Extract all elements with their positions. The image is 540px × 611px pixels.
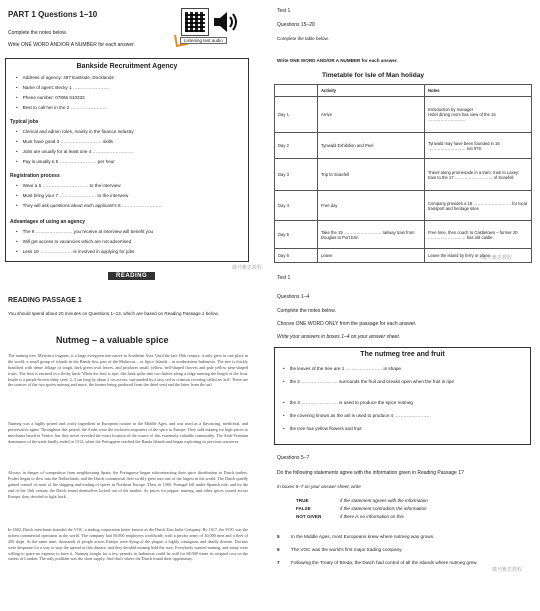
reading-tag: READING (108, 272, 155, 280)
tfng-value: if the statement contradicts the information (340, 506, 427, 511)
questions-range: Questions 15–20 (277, 22, 315, 28)
note-row: • the 2 …………………… surrounds the fruit and breaks open when the fruit is ripe (283, 379, 523, 384)
nutmeg-notes-box (274, 347, 531, 445)
activity-cell: Take the 19 ……………………… railway train from Douglas to Port Erin (318, 221, 425, 249)
agency-title: Bankside Recruitment Agency (76, 63, 178, 70)
timetable-title: Timetable for Isle of Man holiday (322, 72, 425, 79)
tfng-key: FALSE (296, 506, 311, 511)
reading-instruction: You should spend about 20 minutes on Questions 1–13, which are based on Reading Passage 1 below. (8, 311, 219, 316)
statement (277, 534, 527, 539)
day-cell: Day 3 (275, 159, 318, 191)
note-row: • the tree has yellow flowers and fruit (283, 426, 362, 431)
day-cell: Day 5 (275, 221, 318, 249)
tfng-row (296, 506, 427, 511)
statement-number: 5 (277, 534, 280, 539)
tfng-value: if the statement agrees with the information (340, 498, 428, 503)
agency-row: • Phone number: 07866 510333 (16, 95, 85, 100)
tfng-key: TRUE (296, 498, 309, 503)
test-label: Test 1 (277, 8, 291, 14)
instruction: Write ONE WORD AND/OR A NUMBER for each answer. (8, 42, 135, 48)
box-title: The nutmeg tree and fruit (360, 351, 445, 358)
activity-cell: Arrive (318, 97, 425, 133)
agency-row: • Best to call her in the 2 …………………… (16, 105, 107, 110)
activity-cell: Leave (318, 249, 425, 263)
part-title: PART 1 Questions 1–10 (8, 10, 98, 19)
questions-range: Questions 1–4 (277, 294, 310, 300)
day-cell: Day 4 (275, 191, 318, 221)
notes-cell: Introduction by manager Hotel dining room has view of the 15 ……………………… (425, 97, 532, 133)
registration-row: • Wear a 6 ………………………… to the interview (16, 183, 121, 188)
activity-cell: Tynwald Exhibition and Peel (318, 133, 425, 159)
watermark: 微号雅思教程 (492, 567, 523, 573)
note-row: • the leaves of the tree are 1 …………………… in shape (283, 366, 401, 371)
table-row (275, 221, 532, 249)
article-title: Nutmeg – a valuable spice (56, 335, 169, 345)
article-paragraph: Always in danger of competition from neighbouring Spain, the Portuguese began subcontracting their spice distribution to Dutch traders. Profits began to flow into the Netherlands, and the Dutch commercial fleet swiftly grew into one of the largest in the world. The Dutch quietly gained control of most of the shipping and trading of spices in Northern Europe. Then, in 1580, Portugal fell under Spanish rule, and by the end of the 16th century the Dutch found themselves locked out of the market. As prices for pepper, nutmeg, and other spices soared across Europe, they decided to fight back. (8, 470, 248, 499)
tfng-row (296, 514, 404, 519)
timetable (274, 84, 532, 263)
section-heading: Registration process (10, 173, 60, 179)
column-header (275, 85, 318, 97)
statement (277, 547, 527, 552)
questions-instruction: In boxes 5–7 on your answer sheet, write (277, 484, 361, 489)
advantage-row: • The 9 …………………… you receive at interview will benefit you (16, 229, 153, 234)
statement-number: 7 (277, 560, 280, 565)
choose-instruction: Choose ONE WORD ONLY from the passage for each answer. (277, 321, 417, 327)
notes-cell: Travel along promenade in a tram; train to Laxey; train to the 17 ……………………… of Snaefell (425, 159, 532, 191)
day-cell: Day 1 (275, 97, 318, 133)
speaker-icon[interactable] (212, 10, 242, 34)
article-paragraph: The nutmeg tree, Myristica fragrans, is a large evergreen tree native to Southeast Asia. Until the late 18th century, it only grew in one place in the world: a small group of islands in the Banda Sea, part of the Moluccas – or Spice Islands – in northeastern Indonesia. The tree is thickly branched with dense foliage of tough, dark green oval leaves, and produces small, yellow, bell-shaped flowers and pale yellow pear-shaped fruits. The fruit is encased in a fleshy husk. When the fruit is ripe, this husk splits into two halves along a ridge running the length of the fruit. Inside is a purple-brown shiny seed, 2–3 cm long by about 2 cm across, surrounded by a lacy red or crimson covering called an 'aril'. These are the sources of the two spices nutmeg and mace, the former being produced from the dried seed and the latter from the aril. (8, 353, 248, 388)
activity-cell: Free day (318, 191, 425, 221)
watermark: 微号雅思教程 (232, 265, 263, 271)
registration-row: • They will ask questions about each applicant's 8 ……………………… (16, 203, 163, 208)
write-instruction: Write your answers in boxes 1–4 on your answer sheet. (277, 334, 401, 340)
notes-cell: Tynwald may have been founded in 16 ……………………… not 979. (425, 133, 532, 159)
jobs-row: • Pay is usually £ 5 …………………… per hour (16, 159, 115, 164)
jobs-row: • Must have good 3 ……………………… skills (16, 139, 113, 144)
notes-cell: Free time, then coach to Castletown – former 20 ……………………… has old castle. (425, 221, 532, 249)
table-row (275, 191, 532, 221)
column-header: Activity (318, 85, 425, 97)
article-paragraph: In 1602, Dutch merchants founded the VOC, a trading corporation better known as the Dutch East India Company. By 1617, the VOC was the richest commercial operation in the world. The company had 50,000 employees worldwide, with a private army of 30,000 men and a fleet of 200 ships. At the same time, thousands of people across Europe were dying of the plague, a highly contagious and deadly disease. Doctors were desperate for a way to stop the spread of this disease, and they decided nutmeg held the cure. Everybody wanted nutmeg, and many were willing to spare no expense to have it. Nutmeg bought for a few pennies in Indonesia could be sold for 68,000 times its original cost on the streets of London. The only problem was the short supply. And that's where the Dutch found their opportunity. (8, 527, 248, 562)
tfng-key: NOT GIVEN (296, 514, 322, 519)
notes-cell: Leave the island by ferry or plane (425, 249, 532, 263)
table-row (275, 159, 532, 191)
note-row: • the 3 …………………… is used to produce the spice nutmeg (283, 400, 413, 405)
notes-cell: Company provides a 18 ……………………… for local transport and heritage sites (425, 191, 532, 221)
registration-row: • Must bring your 7 …………………… to the interview (16, 193, 128, 198)
statement-text: In the Middle Ages, most Europeans knew where nutmeg was grown. (291, 534, 435, 539)
jobs-row: • Clerical and admin roles, mainly in the finance industry (16, 129, 134, 134)
instruction: Write ONE WORD AND/OR A NUMBER for each answer. (277, 58, 398, 63)
day-cell: Day 2 (275, 133, 318, 159)
agency-row: • Address of agency: 497 Eastside, Docklands (16, 75, 114, 80)
section-heading: Typical jobs (10, 119, 39, 125)
listening-audio-label[interactable]: Listening test audio (180, 37, 227, 44)
qr-code-icon[interactable] (181, 8, 209, 36)
table-row (275, 133, 532, 159)
table-row (275, 97, 532, 133)
statement-text: Following the Treaty of Breda, the Dutch had control of all the islands where nutmeg grew. (291, 560, 478, 565)
watermark: 微号雅思教程 (482, 255, 513, 261)
tfng-value: if there is no information on this (340, 514, 404, 519)
complete-table: Complete the table below. (277, 36, 329, 41)
tfng-row (296, 498, 428, 503)
questions-range: Questions 5–7 (277, 455, 310, 461)
jobs-row: • Jobs are usually for at least one 4 ……………………… (16, 149, 134, 154)
agency-notes-box (5, 58, 249, 262)
reading-passage-title: READING PASSAGE 1 (8, 297, 82, 304)
questions-description: Do the following statements agree with the information given in Reading Passage 1? (277, 470, 464, 476)
activity-cell: Trip to Snaefell (318, 159, 425, 191)
complete-notes: Complete the notes below. (277, 308, 336, 314)
statement (277, 560, 527, 565)
advantage-row: • Will get access to vacancies which are not advertised (16, 239, 131, 244)
day-cell: Day 6 (275, 249, 318, 263)
article-paragraph: Nutmeg was a highly prized and costly ingredient in European cuisine in the Middle Ages, and was used as a flavouring, medicinal, and preservative agent. Throughout this period, the Arabs were the exclusive importers of the spice to Europe. They sold nutmeg for high prices to merchants based in Venice, but they never revealed the exact location of the source of this extremely valuable commodity. The Arab-Venetian dominance of the trade finally ended in 1512, when the Portuguese reached the Banda Islands and began exploiting its precious resources. (8, 421, 248, 444)
table-header (275, 85, 532, 97)
section-heading: Advantages of using an agency (10, 219, 86, 225)
statement-text: The VOC was the world's first major trading company. (291, 547, 403, 552)
note-row: • the covering known as the aril is used to produce 4 …………………… (283, 413, 431, 418)
statement-number: 6 (277, 547, 280, 552)
column-header: Notes (425, 85, 532, 97)
agency-row: • Name of agent: Becky 1 …………………… (16, 85, 110, 90)
complete-notes: Complete the notes below. (8, 30, 67, 36)
advantage-row: • Less 10 ………………… is involved in applying for jobs (16, 249, 134, 254)
test-label: Test 1 (277, 275, 291, 281)
